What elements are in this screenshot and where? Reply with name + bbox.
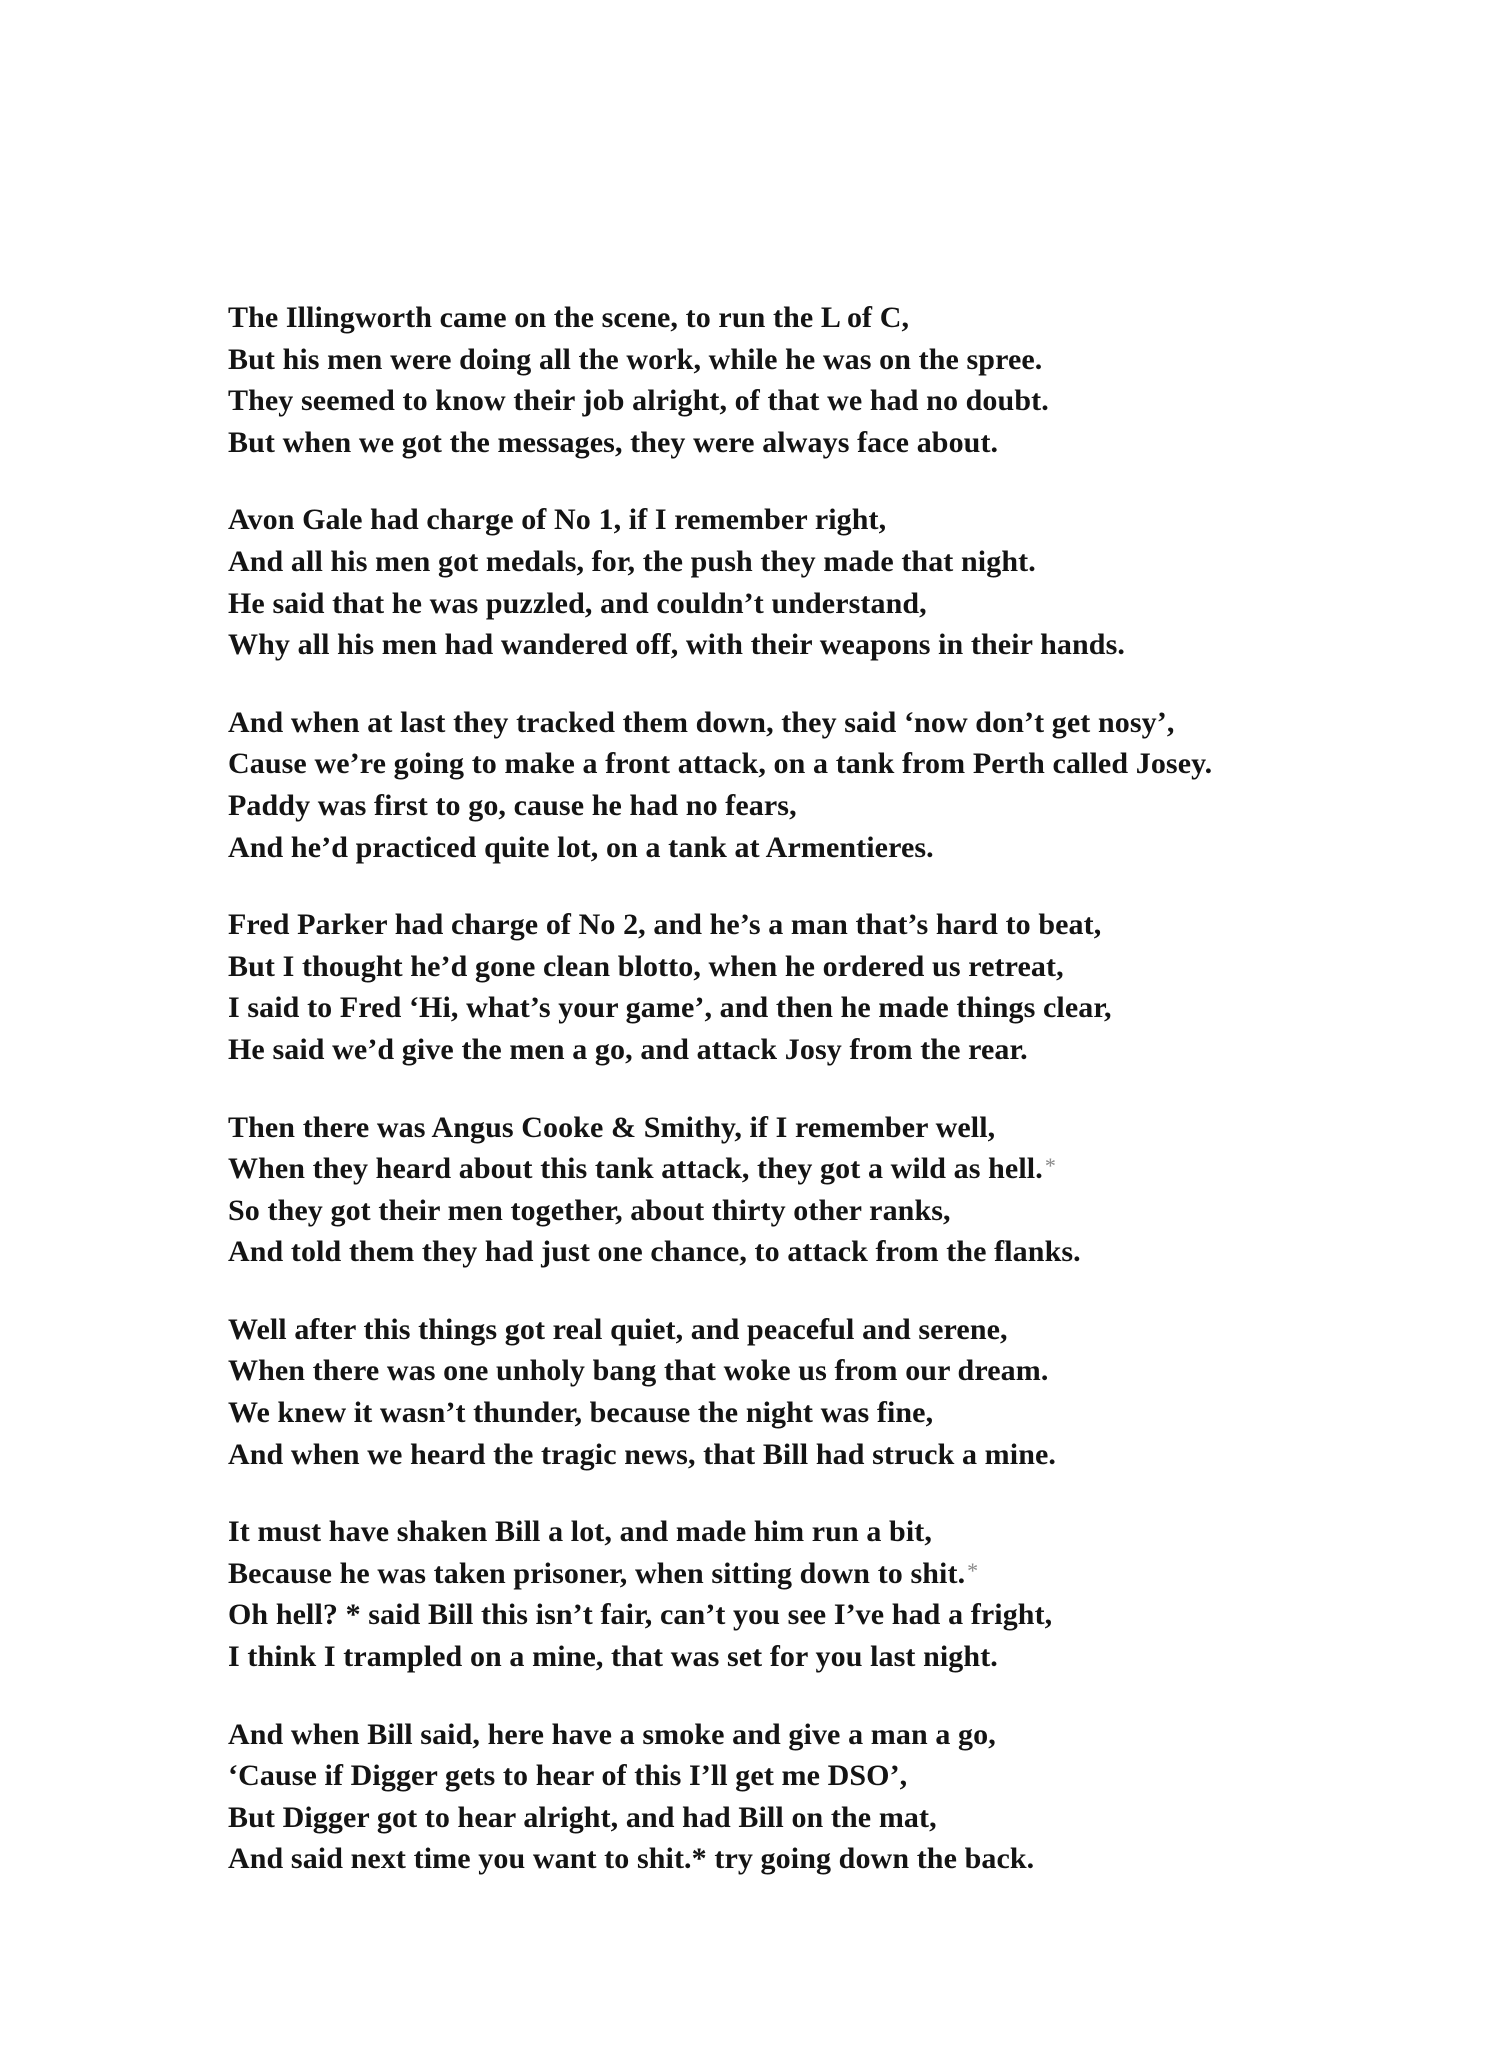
poem-line: When there was one unholy bang that woke us from our dream.: [228, 1354, 1049, 1388]
poem-line: When they heard about this tank attack, they got a wild as hell.*: [228, 1152, 1056, 1186]
poem-line: And all his men got medals, for, the push they made that night.: [228, 544, 1036, 578]
poem-line: Fred Parker had charge of No 2, and he’s a man that’s hard to beat,: [228, 908, 1102, 942]
poem-line: Well after this things got real quiet, and peaceful and serene,: [228, 1312, 1008, 1346]
poem-line: Because he was taken prisoner, when sitting down to shit.*: [228, 1556, 979, 1590]
poem-line: But Digger got to hear alright, and had Bill on the mat,: [228, 1800, 937, 1834]
poem-line: Cause we’re going to make a front attack, on a tank from Perth called Josey.: [228, 747, 1213, 781]
poem-line: And said next time you want to shit.* try going down the back.: [228, 1842, 1035, 1876]
poem-line: Then there was Angus Cooke & Smithy, if I remember well,: [228, 1110, 996, 1144]
poem-line: Paddy was first to go, cause he had no fears,: [228, 788, 797, 822]
poem-line: It must have shaken Bill a lot, and made him run a bit,: [228, 1515, 932, 1549]
stanza-2: [228, 498, 1468, 664]
poem-line: And he’d practiced quite lot, on a tank at Armentieres.: [228, 830, 934, 864]
poem-line: And told them they had just one chance, to attack from the flanks.: [228, 1235, 1081, 1269]
poem-line: And when at last they tracked them down, they said ‘now don’t get nosy’,: [228, 705, 1175, 739]
poem-line: ‘Cause if Digger gets to hear of this I’ll get me DSO’,: [228, 1759, 908, 1793]
poem-body: [228, 296, 1468, 1915]
poem-line: But his men were doing all the work, while he was on the spree.: [228, 342, 1043, 376]
poem-line: But when we got the messages, they were always face about.: [228, 425, 999, 459]
poem-line: He said that he was puzzled, and couldn’t understand,: [228, 586, 927, 620]
poem-line: So they got their men together, about thirty other ranks,: [228, 1193, 951, 1227]
poem-line: We knew it wasn’t thunder, because the night was fine,: [228, 1396, 934, 1430]
poem-line: But I thought he’d gone clean blotto, when he ordered us retreat,: [228, 949, 1064, 983]
poem-line: And when we heard the tragic news, that Bill had struck a mine.: [228, 1437, 1056, 1471]
stanza-1: [228, 296, 1468, 462]
poem-line: I think I trampled on a mine, that was set for you last night.: [228, 1640, 998, 1674]
stanza-8: [228, 1713, 1468, 1879]
stanza-3: [228, 701, 1468, 867]
poem-line: And when Bill said, here have a smoke and give a man a go,: [228, 1717, 996, 1751]
poem-line: The Illingworth came on the scene, to run the L of C,: [228, 301, 910, 334]
poem-line: Oh hell? * said Bill this isn’t fair, can’t you see I’ve had a fright,: [228, 1598, 1053, 1632]
stanza-4: [228, 903, 1468, 1069]
stanza-6: [228, 1308, 1468, 1474]
poem-line: They seemed to know their job alright, of that we had no doubt.: [228, 384, 1049, 418]
footnote-asterisk: *: [967, 1557, 979, 1583]
stanza-7: [228, 1510, 1468, 1676]
stanza-5: [228, 1106, 1468, 1272]
poem-line: I said to Fred ‘Hi, what’s your game’, and then he made things clear,: [228, 991, 1112, 1025]
poem-line: Avon Gale had charge of No 1, if I remember right,: [228, 503, 887, 537]
poem-line: He said we’d give the men a go, and attack Josy from the rear.: [228, 1032, 1028, 1066]
footnote-asterisk: *: [1044, 1153, 1056, 1179]
poem-line: Why all his men had wandered off, with their weapons in their hands.: [228, 628, 1125, 662]
